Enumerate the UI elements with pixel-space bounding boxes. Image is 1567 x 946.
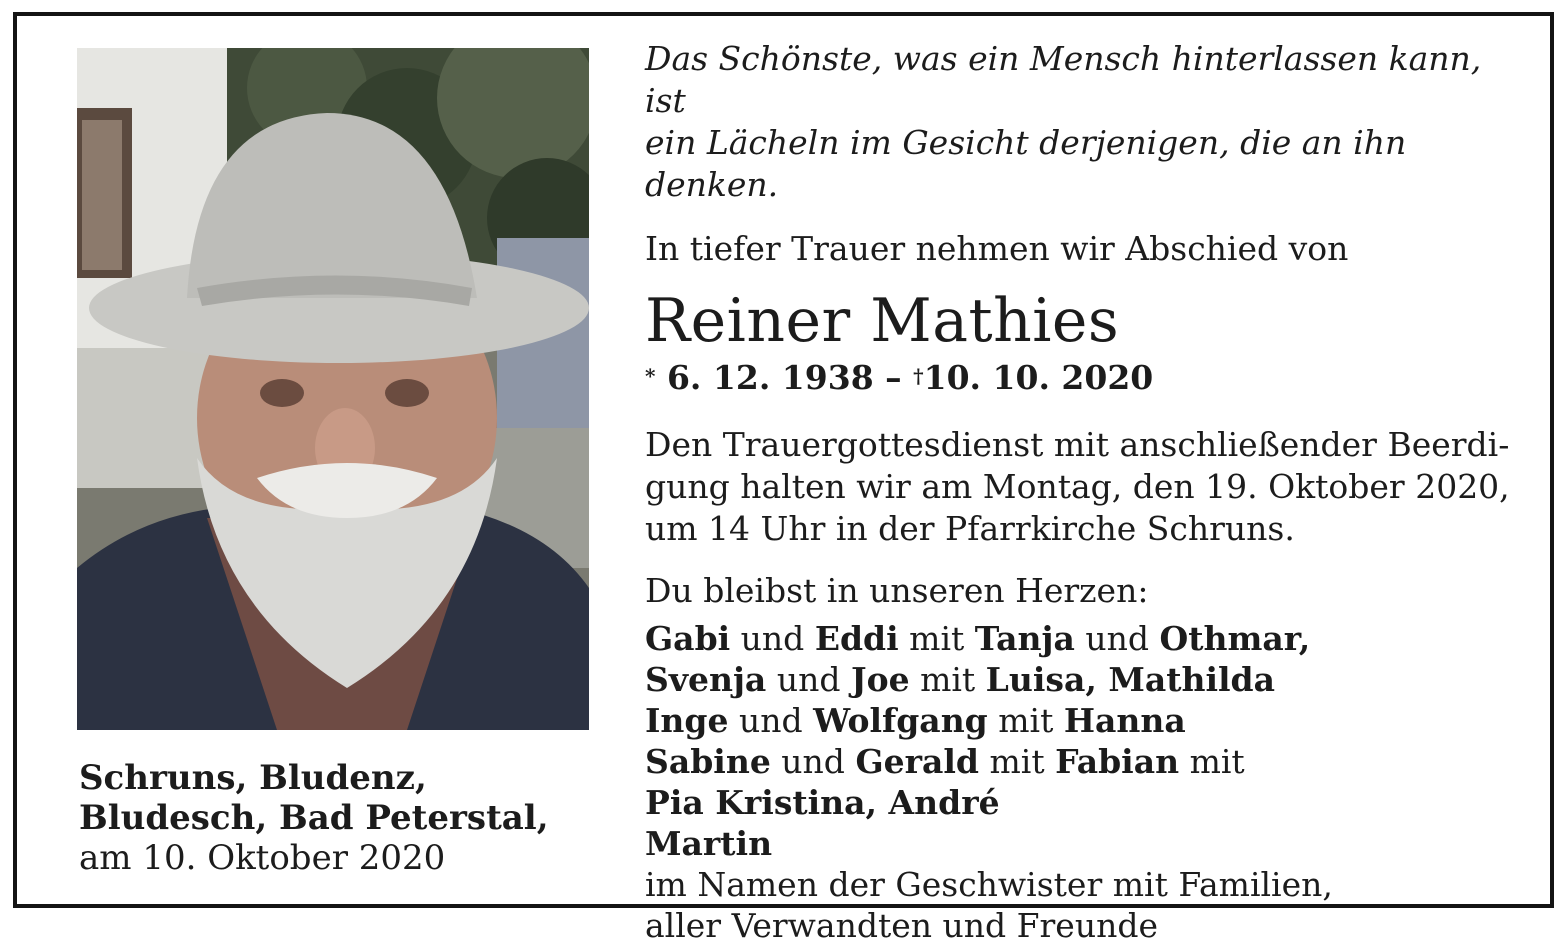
family-connector: mit — [987, 701, 1064, 740]
death-date: 10. 10. 2020 — [923, 358, 1154, 397]
obituary-text — [645, 38, 1525, 946]
birth-date: 6. 12. 1938 — [666, 358, 874, 397]
family-member-name: Gabi — [645, 619, 731, 658]
family-connector: und — [730, 619, 815, 658]
family-member-name: Martin — [645, 824, 773, 863]
birth-symbol: * — [645, 364, 656, 388]
closing-line-2: aller Verwandten und Freunde — [645, 906, 1158, 945]
family-connector: mit — [898, 619, 975, 658]
death-symbol: † — [913, 364, 924, 388]
service-line-1: Den Trauergottesdienst mit anschließender Beerdi- — [645, 425, 1510, 464]
closing-text — [645, 864, 1525, 946]
life-dates — [645, 358, 1525, 402]
family-member-name: Sabine — [645, 742, 771, 781]
family-line — [645, 741, 1525, 782]
family-line — [645, 618, 1525, 659]
family-connector: mit — [1179, 742, 1245, 781]
family-line — [645, 659, 1525, 700]
family-member-name: Luisa, Mathilda — [985, 660, 1276, 699]
family-member-name: Tanja — [974, 619, 1075, 658]
family-member-name: Othmar, — [1159, 619, 1311, 658]
family-list — [645, 618, 1525, 864]
obituary-frame — [13, 12, 1554, 945]
family-member-name: Fabian — [1055, 742, 1180, 781]
quote-line-2: ein Lächeln im Gesicht derjenigen, die an ihn denken. — [645, 123, 1407, 204]
family-member-name: Svenja — [645, 660, 767, 699]
family-member-name: Inge — [645, 701, 729, 740]
family-member-name: Wolfgang — [813, 701, 988, 740]
intro-text: In tiefer Trauer nehmen wir Abschied von — [645, 229, 1349, 268]
places-line-2: Bludesch, Bad Peterstal, — [79, 798, 549, 838]
service-announcement — [645, 424, 1525, 550]
family-connector: und — [770, 742, 856, 781]
remembrance-line: Du bleibst in unseren Herzen: — [645, 571, 1149, 610]
quote — [645, 38, 1525, 206]
closing-line-1: im Namen der Geschwister mit Familien, — [645, 865, 1333, 904]
family-member-name: Pia Kristina, André — [645, 783, 1000, 822]
family-connector: und — [766, 660, 851, 699]
family-connector: mit — [979, 742, 1056, 781]
family-member-name: Gerald — [855, 742, 979, 781]
family-connector: und — [728, 701, 814, 740]
family-connector: mit — [909, 660, 986, 699]
family-member-name: Eddi — [814, 619, 899, 658]
deceased-name: Reiner Mathies — [645, 286, 1120, 356]
places-and-date — [79, 758, 599, 878]
service-line-2: gung halten wir am Montag, den 19. Oktober 2020, — [645, 467, 1510, 506]
family-line — [645, 782, 1525, 823]
quote-line-1: Das Schönste, was ein Mensch hinterlassen kann, ist — [645, 39, 1482, 120]
family-connector: und — [1074, 619, 1160, 658]
service-line-3: um 14 Uhr in der Pfarrkirche Schruns. — [645, 509, 1295, 548]
date-separator: – — [885, 358, 902, 397]
places-date: am 10. Oktober 2020 — [79, 838, 446, 878]
family-member-name: Joe — [850, 660, 910, 699]
portrait-photo — [77, 48, 589, 730]
places-line-1: Schruns, Bludenz, — [79, 758, 427, 798]
family-member-name: Hanna — [1063, 701, 1186, 740]
family-line — [645, 700, 1525, 741]
family-line — [645, 823, 1525, 864]
